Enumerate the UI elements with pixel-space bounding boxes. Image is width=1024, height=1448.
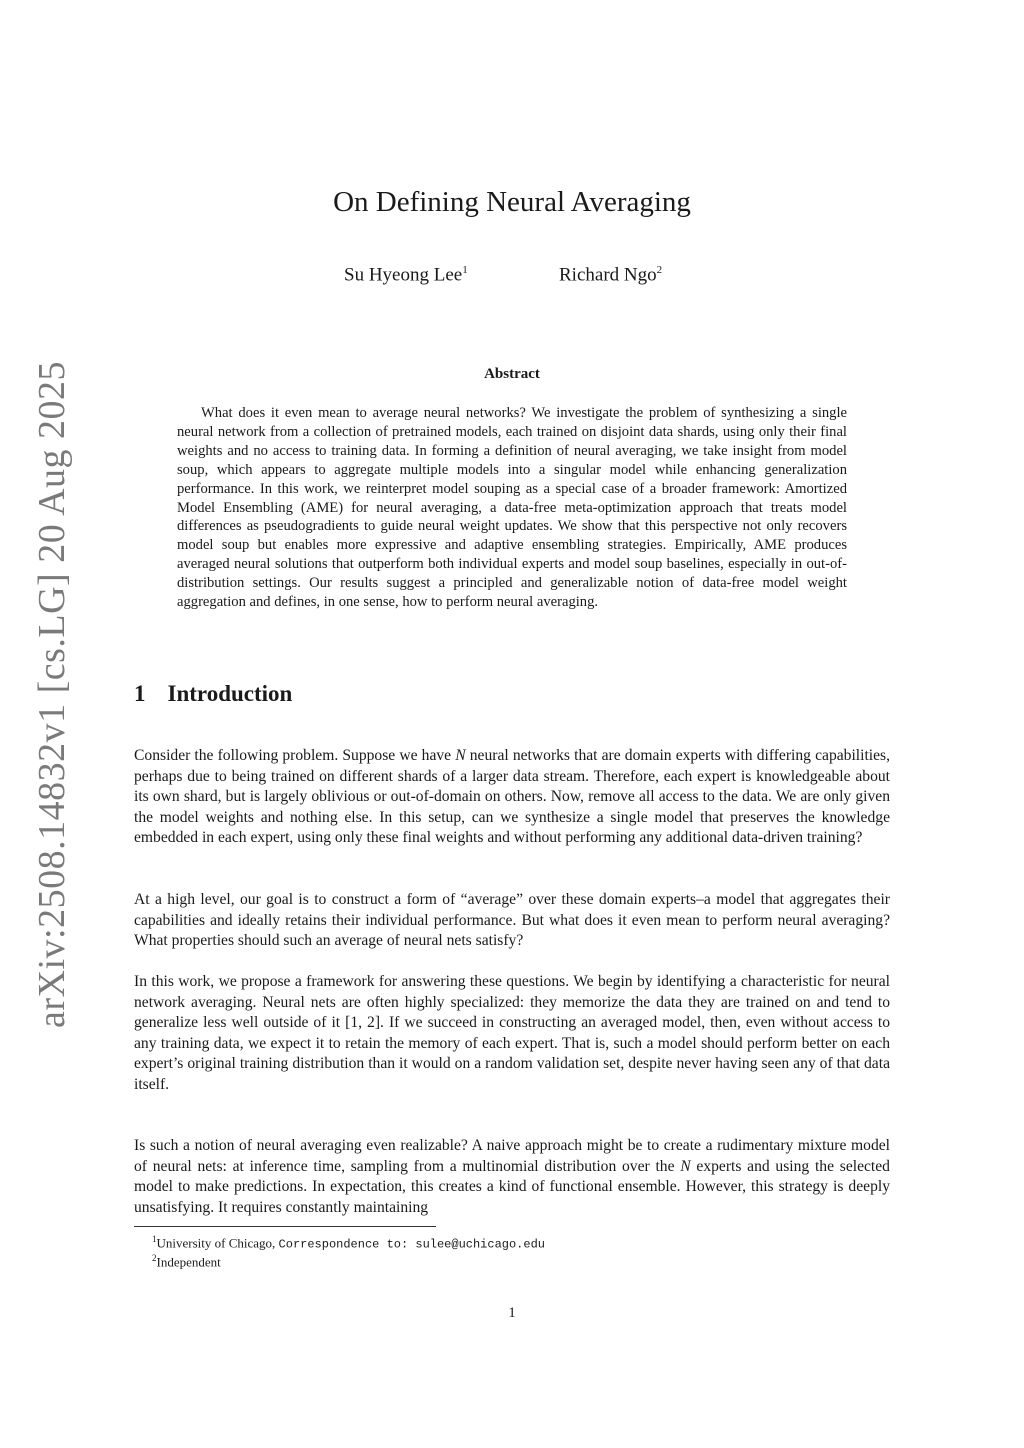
footnote-mark: 1 — [152, 1234, 157, 1244]
section-number: 1 — [134, 681, 146, 706]
footnote-divider — [134, 1226, 436, 1227]
intro-paragraph-1 — [134, 746, 890, 849]
intro-paragraph-3: In this work, we propose a framework for answering these questions. We begin by identifying a characteristic for neural network averaging. Neural nets are often highly specialized: they memorize the data they are trained on and tend to generalize less well outside of it [1, 2]. If we succeed in constructing an averaged model, then, even without access to any training data, we expect it to retain the memory of each expert. That is, such a model should perform better on each expert’s original training distribution than it would on a random validation set, despite never having seen any of that data itself. — [134, 973, 890, 1093]
math-variable-n: N — [680, 1157, 691, 1175]
abstract-heading: Abstract — [484, 366, 540, 382]
footnote-text: Independent — [156, 1254, 221, 1270]
paragraph-text: neural networks that are domain experts with differing capabilities, perhaps due to being trained on different shards of a larger data stream. Therefore, each expert is knowledgeable about its own shard, but is largely oblivious or out-of-domain on others. Now, remove all access to the data. We are only given the model weights and nothing else. In this setup, can we synthesize a single model that preserves the knowledge embedded in each expert, using only these final weights and without performing any additional data-driven training? — [134, 747, 891, 846]
intro-paragraph-2: At a high level, our goal is to construct a form of “average” over these domain experts–a model that aggregates their capabilities and ideally retains their individual performance. But what does it even mean to perform neural averaging? What properties should such an average of neural nets satisfy? — [134, 891, 890, 949]
author-name: Richard Ngo — [559, 264, 657, 286]
affiliation-mark: 1 — [462, 264, 468, 276]
paragraph-text: experts and using the selected model to make predictions. In expectation, this creates a kind of functional ensemble. However, this strategy is deeply unsatisfying. It requires constantly maintaining — [134, 1157, 890, 1216]
affiliation-mark: 2 — [656, 264, 663, 276]
correspondence-email: Correspondence to: sulee@uchicago.edu — [278, 1237, 545, 1252]
footnote-2 — [152, 1253, 221, 1270]
arxiv-identifier-stamp: arXiv:2508.14832v1 [cs.LG] 20 Aug 2025 — [31, 360, 73, 1028]
author-2 — [559, 264, 662, 286]
author-name: Su Hyeong Lee — [344, 264, 463, 286]
intro-paragraph-4 — [134, 1136, 890, 1218]
paper-title: On Defining Neural Averaging — [333, 186, 691, 218]
paragraph-text: Is such a notion of neural averaging even realizable? A naive approach might be to create a rudimentary mixture model of neural nets: at inference time, sampling from a multinomial distribution over the — [134, 1137, 890, 1175]
abstract-text: What does it even mean to average neural networks? We investigate the problem of synthesizing a single neural network from a collection of pretrained models, each trained on disjoint data shards, using only their final weights and no access to training data. In forming a definition of neural averaging, we take insight from model soup, which appears to aggregate multiple models into a singular model while enhancing generalization performance. In this work, we reinterpret model souping as a special case of a broader framework: Amortized Model Ensembling (AME) for neural averaging, a data-free meta-optimization approach that treats model differences as pseudogradients to guide neural weight updates. We show that this perspective not only recovers model soup but enables more expressive and adaptive ensembling strategies. Empirically, AME produces averaged neural solutions that outperform both individual experts and model soup baselines, especially in out-of-distribution settings. Our results suggest a principled and generalizable notion of data-free model weight aggregation and defines, in one sense, how to perform neural averaging. — [177, 405, 847, 611]
paragraph-text: Consider the following problem. Suppose we have — [134, 747, 456, 764]
author-1 — [344, 264, 468, 286]
footnote-text: University of Chicago, — [156, 1235, 279, 1251]
footnote-1 — [152, 1234, 545, 1251]
section-title: Introduction — [167, 681, 293, 706]
footnote-mark: 2 — [152, 1253, 157, 1263]
section-heading — [134, 681, 292, 707]
math-variable-n: N — [455, 747, 466, 764]
page-number: 1 — [508, 1305, 516, 1321]
